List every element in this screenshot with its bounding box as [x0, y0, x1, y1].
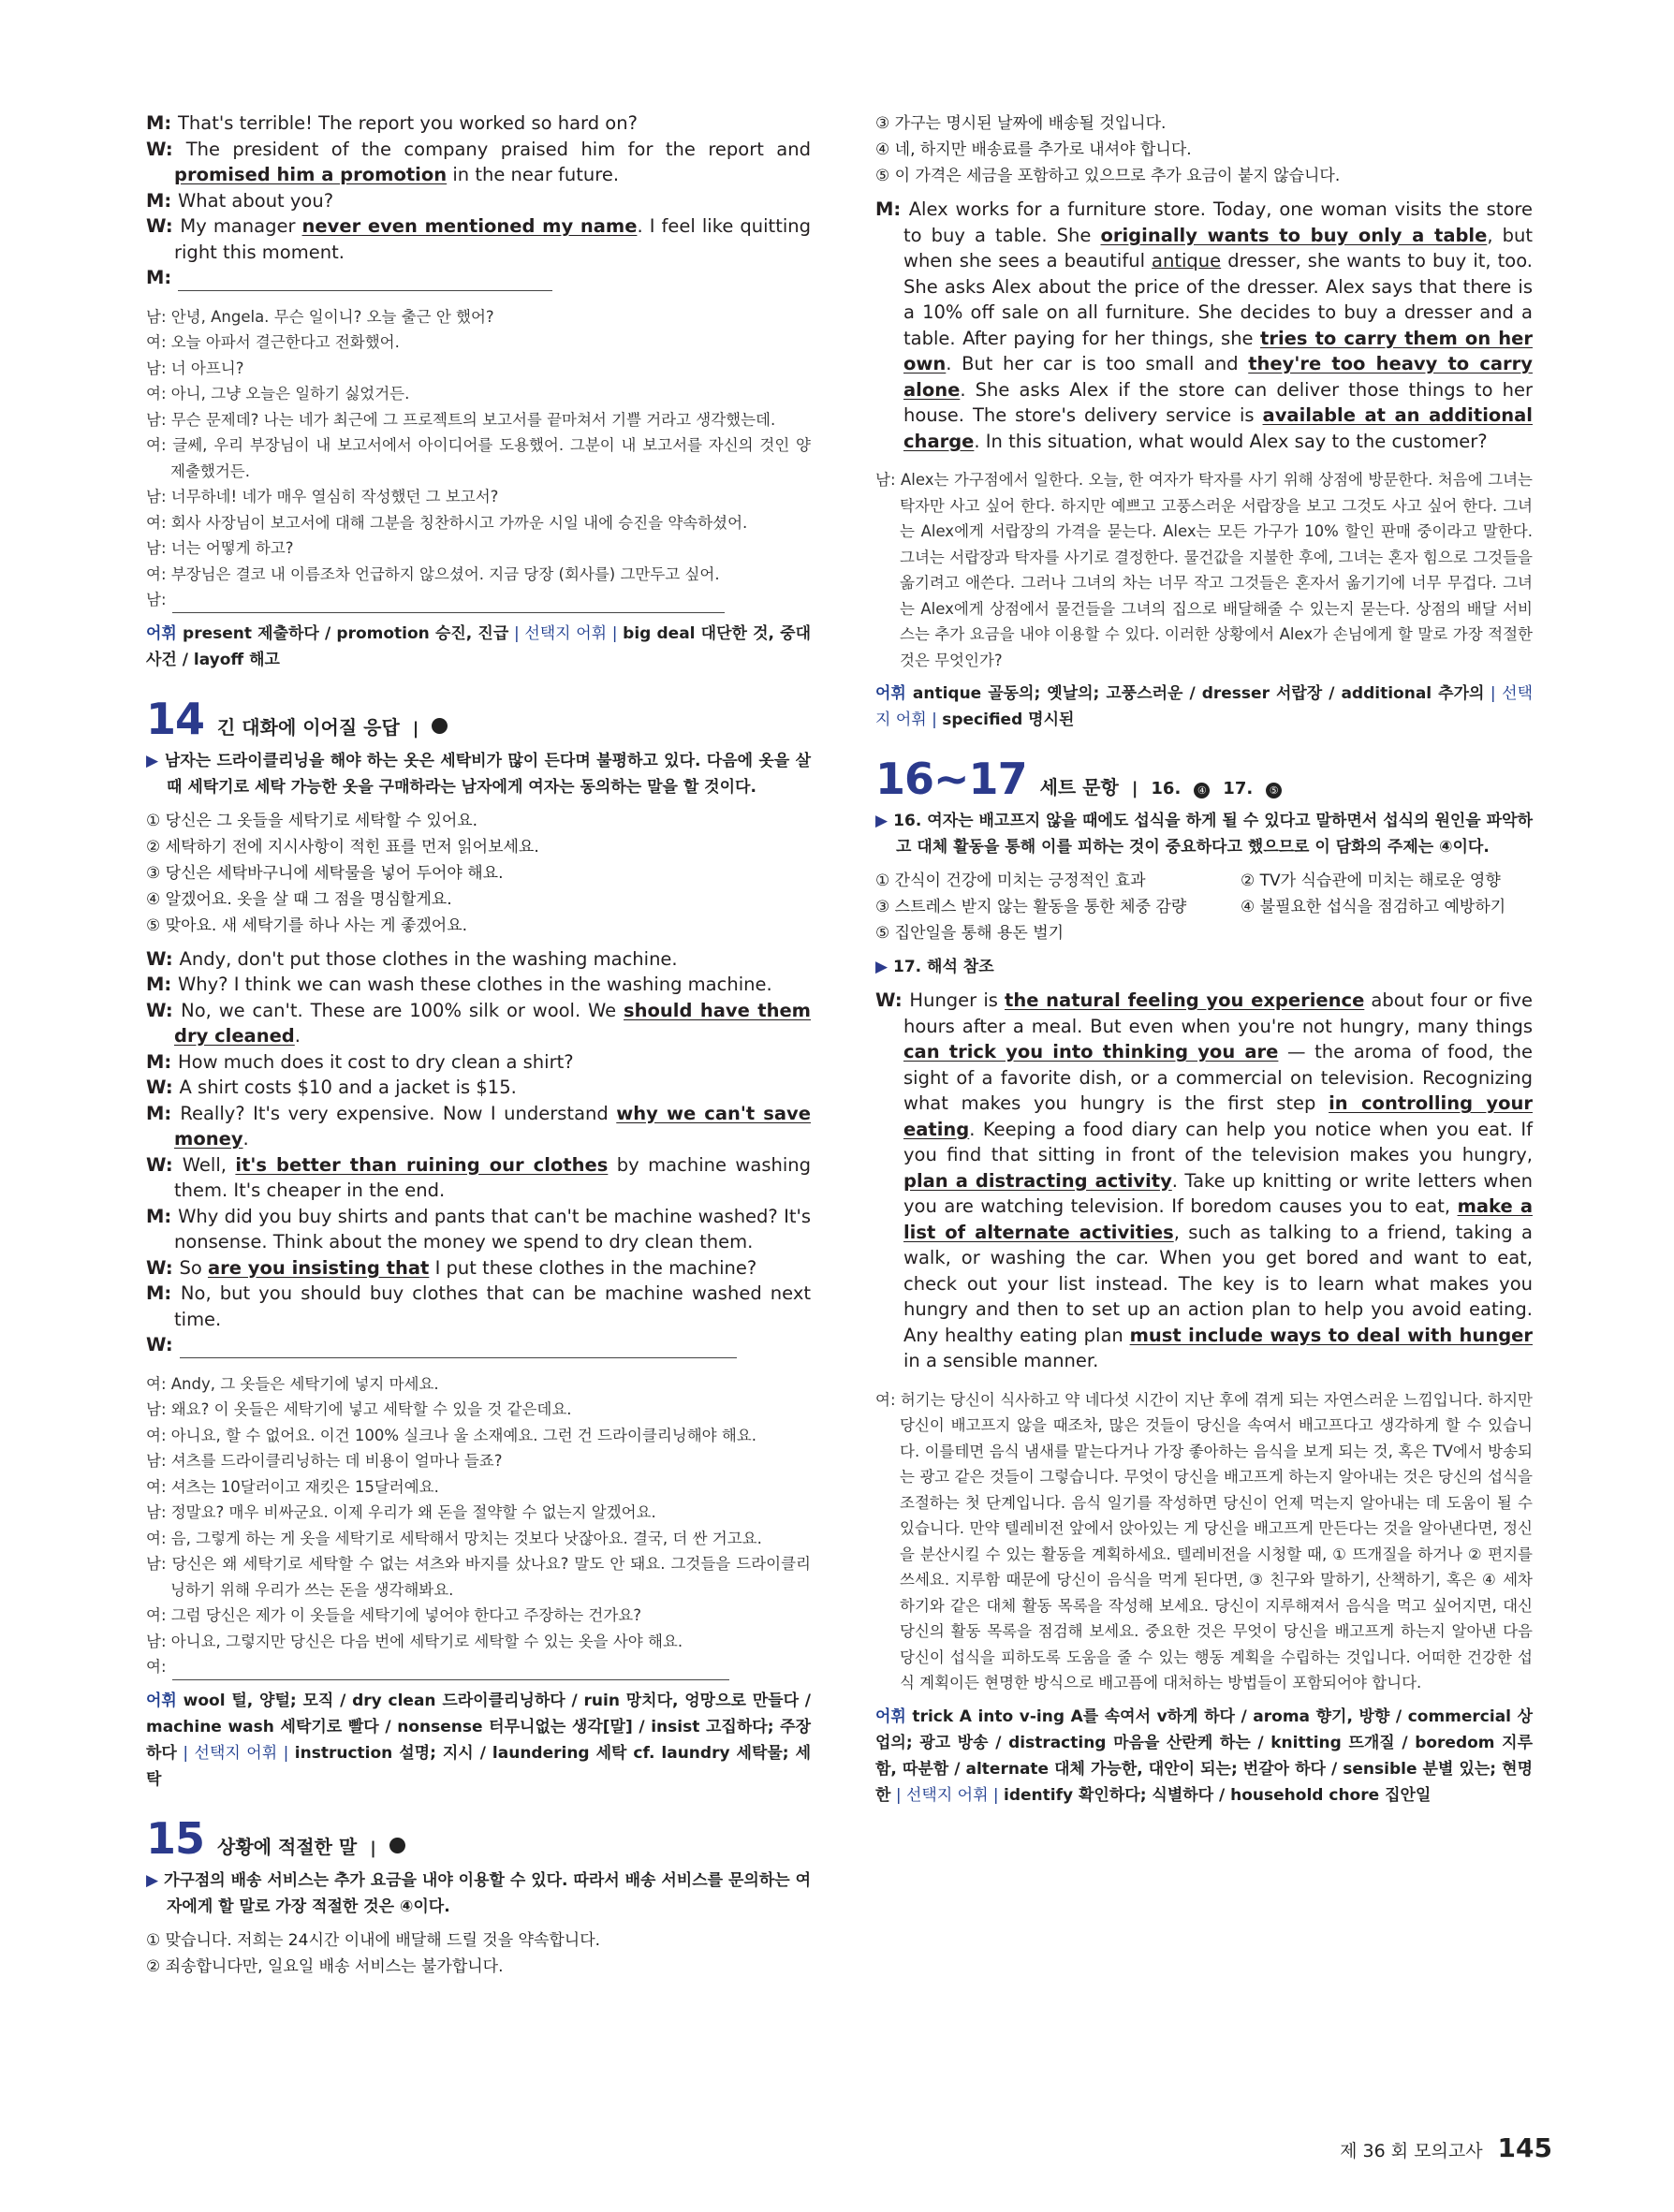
speaker-label: M: [146, 1205, 179, 1227]
translation-line: 남: 정말요? 매우 비싸군요. 이제 우리가 왜 돈을 절약할 수 없는지 알겠어요. [146, 1503, 656, 1521]
speaker-label: M: [146, 974, 178, 995]
choices-15-continued [875, 110, 1533, 189]
speaker-label: M: [146, 189, 178, 212]
dialog-14 [146, 946, 811, 1358]
dialog-text: , but when she sees a beautiful [903, 224, 1533, 271]
dialog-text: . I feel like quitting right this moment. [174, 215, 811, 263]
dialog-line [146, 1152, 811, 1204]
translation-line: 남: 당신은 왜 세탁기로 세탁할 수 없는 셔츠와 바지를 샀나요? 말도 안 돼요. 그것들을 드라이클리닝하기 위해 우리가 쓰는 돈을 생각해봐요. [146, 1555, 811, 1599]
dialog-text: . She asks Alex if the store can deliver those things to her house. The store's delivery service is [903, 378, 1533, 426]
answer-blank [172, 1663, 729, 1680]
key-phrase: should have them dry cleaned [174, 999, 812, 1047]
translation-line: 여: 그럼 당신은 제가 이 옷들을 세탁기에 넣어야 한다고 주장하는 건가요? [146, 1606, 641, 1624]
translation-line: 여: Andy, 그 옷들은 세탁기에 넣지 마세요. [146, 1374, 439, 1393]
section-title: 상황에 적절한 말 [217, 1835, 358, 1858]
dialog-text: My manager [180, 215, 302, 237]
dialog-text: in a sensible manner. [903, 1350, 1099, 1371]
left-column [146, 110, 811, 1980]
key-phrase: are you insisting that [208, 1256, 430, 1279]
dialog-line [146, 265, 811, 291]
dialog-text: I put these clothes in the machine? [429, 1256, 757, 1279]
dialog-line [146, 110, 811, 137]
speaker-label: W: [146, 138, 186, 160]
dialog-line [146, 946, 811, 973]
answer-choice: ⑤ 이 가격은 세금을 포함하고 있으므로 추가 요금이 붙지 않습니다. [875, 167, 1341, 185]
dialog-line [146, 137, 811, 188]
dialog-text: The president of the company praised him for the report and [185, 138, 811, 160]
speaker-label: M: [146, 267, 178, 288]
dialog-text: What about you? [178, 189, 334, 212]
dialog-text: . Take up knitting or write letters when you are watching television. If boredom causes you to eat, [903, 1169, 1533, 1217]
speaker-label: M: [875, 198, 909, 220]
dialog-text: Why? I think we can wash these clothes in the washing machine. [178, 974, 772, 995]
key-phrase: tries to carry them on her own [903, 327, 1534, 374]
answer-choice: ③ 스트레스 받지 않는 활동을 통한 체중 감량 [875, 898, 1187, 916]
triangle-icon: ▶ [875, 812, 894, 830]
dialog-text: about four or five hours after a meal. But even when you're not hungry, many things [903, 989, 1533, 1037]
translation-line: 여: 아니, 그냥 오늘은 일하기 싫었거든. [146, 385, 410, 403]
choices-16 [875, 868, 1533, 946]
dialog-text: Well, [182, 1153, 236, 1176]
translation-15 [875, 467, 1533, 673]
translation-line: 남: 왜요? 이 옷들은 세탁기에 넣고 세탁할 수 있을 것 같은데요. [146, 1400, 572, 1418]
dialog-text: Hunger is [909, 989, 1006, 1011]
translation-line: 남: [146, 587, 811, 613]
dialog-line [875, 988, 1533, 1374]
speaker-label: M: [146, 112, 178, 134]
dialog-text: Really? It's very expensive. Now I understand [180, 1102, 617, 1124]
dialog-intro [146, 110, 811, 291]
dialog-text: — the aroma of food, the sight of a favorite dish, or a commercial on television. Recognizing what makes you hungry is the first step [903, 1041, 1533, 1114]
translation-line: 여: [146, 1654, 811, 1680]
triangle-icon: ▶ [146, 751, 165, 770]
translation-line: 여: 글쎄, 우리 부장님이 내 보고서에서 아이디어를 도용했어. 그분이 내 보고서를 자신의 것인 양 제출했거든. [146, 436, 811, 480]
translation-line: 남: 너 아프니? [146, 359, 244, 377]
dialog-line [146, 188, 811, 214]
key-phrase: must include ways to deal with hunger [1129, 1324, 1533, 1346]
translation-line: 남: Alex는 가구점에서 일한다. 오늘, 한 여자가 탁자를 사기 위해 상점에 방문한다. 처음에 그녀는 탁자만 사고 싶어 한다. 하지만 예쁘고 고풍스러운 서랍장을 보고 그것도 사고 싶어 한다. 그녀는 Alex에게 서랍장의 가격을 묻는다. Alex는 모든 가구가 10% 할인 판매 중이라고 말한다. 그녀는 서랍장과 탁자를 사기로 결정한다. 물건값을 지불한 후에, 그녀는 혼자 힘으로 그것들을 옮기려고 애쓴다. 그러나 그녀의 차는 너무 작고 그것들은 혼자서 옮기기에 너무 무겁다. 그녀는 Alex에게 상점에서 물건들을 그녀의 집으로 배달해줄 수 있는지 묻는다. 상점의 배달 서비스는 추가 요금을 내야 이용할 수 있다. 이러한 상황에서 Alex가 손님에게 할 말로 가장 적절한 것은 무엇인가? [875, 471, 1533, 669]
translation-line: 여: 허기는 당신이 식사하고 약 네다섯 시간이 지난 후에 겪게 되는 자연스러운 느낌입니다. 하지만 당신이 배고프지 않을 때조차, 많은 것들이 당신을 속여서 배고프다고 생각하게 할 수 있습니다. 이를테면 음식 냄새를 맡는다거나 가장 좋아하는 음식을 보게 되는 것, 혹은 TV에서 방송되는 광고 같은 것들이 그렇습니다. 무엇이 당신을 배고프게 하는지 알아내는 것은 당신의 섭식을 조절하는 첫 단계입니다. 음식 일기를 작성하면 당신이 언제 먹는지 알아내는 데 도움이 될 수 있습니다. 만약 텔레비전 앞에서 앉아있는 게 당신을 배고프게 만든다는 것을 알아낸다면, 정신을 분산시킬 수 있는 활동을 계획하세요. 텔레비전을 시청할 때, ① 뜨개질을 하거나 ② 편지를 쓰세요. 지루함 때문에 당신이 음식을 먹게 된다면, ③ 친구와 말하기, 산책하기, 혹은 ④ 세차하기와 같은 대체 활동 목록을 작성해 보세요. 당신이 지루해져서 음식을 먹고 싶어지면, 대신 당신의 활동 목록을 점검해 보세요. 중요한 것은 무엇이 당신을 배고프게 하는지 알아낸 다음 당신이 섭식을 피하도록 도움을 줄 수 있는 행동 계획을 수립하는 것입니다. 어떠한 건강한 섭식 계획이든 현명한 방식으로 배고픔에 대처하는 방법들이 포함되어야 합니다. [875, 1390, 1533, 1692]
dialog-text: . [242, 1128, 249, 1150]
answer-choice: ③ 당신은 세탁바구니에 세탁물을 넣어 두어야 해요. [146, 863, 504, 883]
answer-dot-icon [389, 1838, 405, 1853]
speaker-label: W: [146, 1077, 180, 1098]
vocab-16-17: 어휘 trick A into v-ing A를 속여서 v하게 하다 / aroma 향기, 방향 / commercial 상업의; 광고 방송 / distracting 마음을 산란케 하는 / knitting 뜨개질 / boredom 지루함, 따분함 / alternate 대체 가능한, 대안이 되는; 번갈아 하다 / sensible 분별 있는; 현명한 | 선택지 어휘 | identify 확인하다; 식별하다 / household chore 집안일 [875, 1707, 1533, 1805]
dialog-line [146, 972, 811, 998]
answer-dot-icon [432, 718, 448, 734]
vocab-intro: 어휘 present 제출하다 / promotion 승진, 진급 | 선택지 어휘 | big deal 대단한 것, 중대 사건 / layoff 해고 [146, 623, 812, 669]
vocab-14: 어휘 wool 털, 양털; 모직 / dry clean 드라이클리닝하다 / ruin 망치다, 엉망으로 만들다 / machine wash 세탁기로 빨다 / nonsense 터무니없는 생각[말] / insist 고집하다; 주장하다 | 선택지 어휘 | instruction 설명; 지시 / laundering 세탁 cf. laundry 세탁물; 세탁 [146, 1691, 811, 1789]
dialog-line [146, 1101, 811, 1152]
answer-dot-icon: ⑤ [1266, 783, 1282, 798]
answer-choice: ② 죄송합니다만, 일요일 배송 서비스는 불가합니다. [146, 1956, 504, 1976]
translation-16-17 [875, 1387, 1533, 1696]
answer-dot-icon: ④ [1194, 783, 1210, 798]
dialog-text: , such as talking to a friend, taking a walk, or washing the car. When you get bored and want to eat, check out your list instead. The key is to learn what makes you hungry and then to set up an action plan to help you avoid eating. Any healthy eating plan [903, 1221, 1534, 1346]
vocab-15: 어휘 antique 골동의; 옛날의; 고풍스러운 / dresser 서랍장 / additional 추가의 | 선택지 어휘 | specified 명시된 [875, 684, 1533, 729]
answer-blank [180, 1340, 737, 1358]
translation-line: 남: 너무하네! 네가 매우 열심히 작성했던 그 보고서? [146, 488, 499, 505]
translation-line: 남: 아니요, 그렇지만 당신은 다음 번에 세탁기로 세탁할 수 있는 옷을 사야 해요. [146, 1632, 683, 1650]
dialog-text: . Keeping a food diary can help you notice when you eat. If you find that sitting in front of the television makes you hungry, [903, 1118, 1533, 1165]
vocab-word: antique [1152, 250, 1222, 271]
choices-15 [146, 1927, 811, 1980]
dialog-line [146, 213, 811, 265]
dialog-text: in the near future. [447, 164, 620, 185]
section-number: 14 [146, 693, 205, 744]
answer-choice: ① 당신은 그 옷들을 세탁기로 세탁할 수 있어요. [146, 811, 478, 830]
translation-line: 여: 음, 그렇게 하는 게 옷을 세탁기로 세탁해서 망치는 것보다 낫잖아요. 결국, 더 싼 거고요. [146, 1529, 762, 1547]
dialog-text: . But her car is too small and [946, 353, 1249, 374]
page-footer [1340, 2132, 1552, 2163]
dialog-text: No, we can't. These are 100% silk or wool. We [181, 999, 624, 1021]
dialog-line [146, 1204, 811, 1255]
answer-choice: ③ 가구는 명시된 날짜에 배송될 것입니다. [875, 114, 1167, 133]
dialog-text: Andy, don't put those clothes in the washing machine. [179, 947, 678, 970]
dialog-text: dresser, she wants to buy it, too. She asks Alex about the price of the dresser. Alex says that there is a 10% off sale on all furniture. She decides to buy a dresser and a table. After paying for her things, she [903, 250, 1533, 349]
section-16-17-header: 16~17 세트 문항 | 16. ④ 17. ⑤ [875, 754, 1533, 804]
translation-line: 여: 오늘 아파서 결근한다고 전화했어. [146, 333, 400, 351]
dialog-line [146, 1332, 811, 1358]
dialog-text: Why did you buy shirts and pants that can't be machine washed? It's nonsense. Think about the money we spend to dry clean them. [174, 1205, 811, 1252]
dialog-line [146, 1281, 811, 1332]
dialog-text: by machine washing them. It's cheaper in the end. [174, 1153, 811, 1201]
dialog-text: A shirt costs $10 and a jacket is $15. [179, 1077, 517, 1098]
answer-choice: ① 간식이 건강에 미치는 긍정적인 효과 [875, 872, 1146, 890]
speaker-label: W: [146, 215, 181, 237]
dialog-text: . [294, 1025, 301, 1047]
section-title: 긴 대화에 이어질 응답 [217, 715, 400, 739]
dialog-text: How much does it cost to dry clean a shirt? [178, 1050, 574, 1073]
key-phrase: it's better than ruining our clothes [235, 1153, 609, 1176]
dialog-16-17 [875, 988, 1533, 1374]
speaker-label: W: [146, 1153, 183, 1176]
answer-choice: ⑤ 집안일을 통해 용돈 벌기 [875, 924, 1065, 943]
key-phrase: promised him a promotion [174, 164, 448, 185]
speaker-label: W: [146, 1256, 180, 1279]
explanation-14: ▶ 남자는 드라이클리닝을 해야 하는 옷은 세탁비가 많이 든다며 불평하고 있다. 다음에 옷을 살 때 세탁기로 세탁 가능한 옷을 구매하라는 남자에게 여자는 동의하는 말을 할 것이다. [146, 751, 811, 797]
page-number: 145 [1497, 2132, 1552, 2163]
key-phrase: can trick you into thinking you are [903, 1041, 1279, 1062]
speaker-label: W: [146, 947, 180, 970]
translation-line: 남: 너는 어떻게 하고? [146, 539, 294, 557]
key-phrase: they're too heavy to carry alone [903, 353, 1533, 401]
choices-14 [146, 808, 811, 939]
speaker-label: M: [146, 1050, 178, 1073]
answer-blank [178, 273, 552, 291]
key-phrase: never even mentioned my name [301, 215, 638, 237]
translation-line: 여: 부장님은 결코 내 이름조차 언급하지 않으셨어. 지금 당장 (회사를) 그만두고 싶어. [146, 564, 720, 583]
translation-line: 여: 아니요, 할 수 없어요. 이건 100% 실크나 울 소재예요. 그런 건 드라이클리닝해야 해요. [146, 1426, 756, 1444]
right-column [875, 110, 1533, 1809]
translation-line: 여: 셔츠는 10달러이고 재킷은 15달러예요. [146, 1477, 439, 1496]
dialog-line [146, 998, 811, 1049]
translation-line: 남: 무슨 문제데? 나는 네가 최근에 그 프로젝트의 보고서를 끝마쳐서 기쁠 거라고 생각했는데. [146, 410, 776, 429]
translation-intro [146, 304, 811, 613]
dialog-line [146, 1255, 811, 1282]
key-phrase: in controlling your eating [903, 1092, 1533, 1140]
key-phrase: why we can't save money [174, 1102, 811, 1150]
section-15-header: 15 상황에 적절한 말 | [146, 1813, 811, 1864]
section-number: 16~17 [875, 754, 1027, 804]
key-phrase: the natural feeling you experience [1005, 989, 1365, 1011]
section-14-header: 14 긴 대화에 이어질 응답 | [146, 694, 811, 744]
answer-choice: ① 맞습니다. 저희는 24시간 이내에 배달해 드릴 것을 약속합니다. [146, 1930, 601, 1950]
speaker-label: M: [146, 1282, 181, 1304]
answer-choice-row [875, 920, 1533, 946]
answer-choice-row [875, 868, 1533, 894]
dialog-15 [875, 197, 1533, 454]
triangle-icon: ▶ [875, 958, 893, 976]
answer-choice: ④ 네, 하지만 배송료를 추가로 내셔야 합니다. [875, 140, 1192, 159]
exam-label: 제 36 회 모의고사 [1340, 2141, 1483, 2161]
answer-choice-row [875, 894, 1533, 920]
section-title: 세트 문항 [1039, 776, 1119, 798]
dialog-line [875, 197, 1533, 454]
translation-line: 남: 셔츠를 드라이클리닝하는 데 비용이 얼마나 들죠? [146, 1452, 503, 1470]
answer-choice: ② TV가 식습관에 미치는 해로운 영향 [1241, 872, 1501, 890]
translation-line: 남: 안녕, Angela. 무슨 일이니? 오늘 출근 안 했어? [146, 307, 494, 326]
answer-blank [172, 595, 725, 613]
translation-line: 여: 회사 사장님이 보고서에 대해 그분을 칭찬하시고 가까운 시일 내에 승진을 약속하셨어. [146, 513, 748, 532]
explanation-16: ▶ 16. 여자는 배고프지 않을 때에도 섭식을 하게 될 수 있다고 말하면서 섭식의 원인을 파악하고 대체 활동을 통해 이를 피하는 것이 중요하다고 했으므로 이 담화의 주제는 ④이다. [875, 812, 1533, 857]
dialog-line [146, 1075, 811, 1101]
dialog-text: So [179, 1256, 209, 1279]
dialog-text: No, but you should buy clothes that can be machine washed next time. [174, 1282, 812, 1330]
triangle-icon: ▶ [146, 1870, 164, 1890]
translation-14 [146, 1371, 811, 1680]
speaker-label: W: [146, 1334, 180, 1355]
dialog-text: Alex works for a furniture store. Today, one woman visits the store to buy a table. She [903, 198, 1533, 246]
answer-choice: ④ 불필요한 섭식을 점검하고 예방하기 [1241, 898, 1506, 916]
explanation-15: ▶ 가구점의 배송 서비스는 추가 요금을 내야 이용할 수 있다. 따라서 배송 서비스를 문의하는 여자에게 할 말로 가장 적절한 것은 ④이다. [146, 1870, 812, 1916]
explanation-17: ▶ 17. 해석 참조 [875, 958, 994, 976]
section-number: 15 [146, 1812, 205, 1864]
key-phrase: available at an additional charge [903, 404, 1533, 452]
speaker-label: M: [146, 1102, 181, 1124]
answer-choice: ② 세탁하기 전에 지시사항이 적힌 표를 먼저 읽어보세요. [146, 837, 539, 857]
dialog-text: That's terrible! The report you worked so hard on? [178, 112, 638, 134]
speaker-label: W: [146, 999, 182, 1021]
key-phrase: plan a distracting activity [903, 1169, 1172, 1192]
answer-choice: ④ 알겠어요. 옷을 살 때 그 점을 명심할게요. [146, 889, 452, 909]
dialog-line [146, 1049, 811, 1076]
key-phrase: originally wants to buy only a table [1100, 224, 1488, 246]
key-phrase: make a list of alternate activities [903, 1195, 1533, 1243]
dialog-text: . In this situation, what would Alex say to the customer? [974, 430, 1488, 452]
answer-choice: ⑤ 맞아요. 새 세탁기를 하나 사는 게 좋겠어요. [146, 916, 468, 935]
speaker-label: W: [875, 989, 910, 1011]
